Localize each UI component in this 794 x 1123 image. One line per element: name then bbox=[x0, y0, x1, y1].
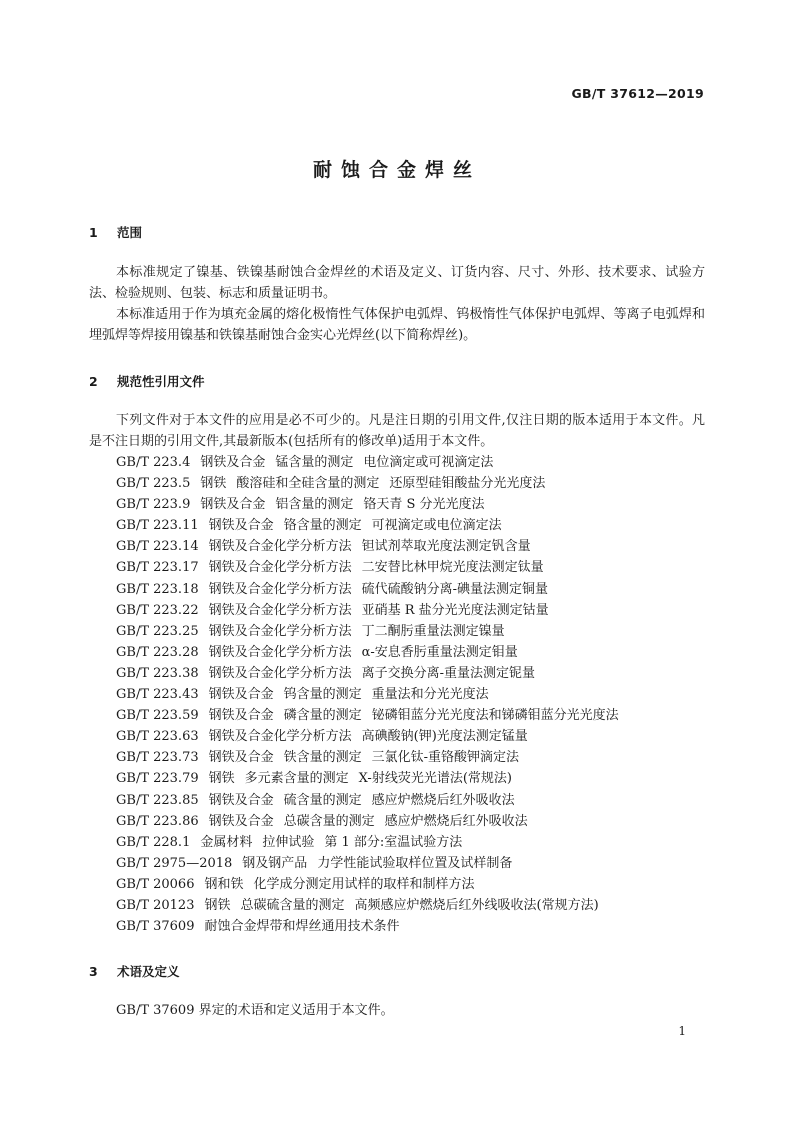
section-title: 范围 bbox=[117, 225, 143, 240]
reference-title-part: 钢铁及合金 bbox=[208, 708, 274, 724]
section-number: 3 bbox=[89, 964, 98, 979]
reference-title-part: 钢铁及合金 bbox=[200, 455, 266, 470]
reference-code: GB/T 20066 bbox=[116, 876, 195, 892]
reference-code: GB/T 223.85 bbox=[116, 792, 199, 808]
section-title: 术语及定义 bbox=[117, 964, 180, 979]
reference-item bbox=[116, 515, 619, 536]
reference-title-part: 铬含量的测定 bbox=[283, 518, 362, 534]
reference-title-part: 钢和铁 bbox=[204, 876, 244, 892]
reference-item bbox=[116, 473, 619, 494]
reference-item bbox=[116, 621, 619, 642]
reference-item bbox=[116, 494, 619, 515]
reference-code: GB/T 223.11 bbox=[116, 518, 199, 534]
reference-title-part: 高碘酸钠(钾)光度法测定锰量 bbox=[361, 729, 528, 745]
reference-code: GB/T 223.59 bbox=[116, 708, 199, 724]
reference-title-part: X-射线荧光光谱法(常规法) bbox=[358, 771, 512, 787]
reference-code: GB/T 223.73 bbox=[116, 750, 199, 766]
reference-title-part: 高频感应炉燃烧后红外线吸收法(常规方法) bbox=[354, 897, 599, 913]
reference-title-part: 钢铁及合金化学分析方法 bbox=[208, 539, 352, 555]
reference-title-part: 多元素含量的测定 bbox=[244, 771, 349, 787]
reference-item bbox=[116, 642, 619, 663]
reference-code: GB/T 223.63 bbox=[116, 729, 199, 745]
reference-title-part: 酸溶硅和全硅含量的测定 bbox=[236, 476, 380, 492]
section-heading-normative-references bbox=[89, 372, 205, 390]
reference-title-part: 硫代硫酸钠分离-碘量法测定铜量 bbox=[361, 581, 549, 597]
reference-title-part: 钢铁 bbox=[200, 476, 227, 492]
reference-item bbox=[116, 663, 619, 684]
reference-title-part: 钢铁及合金化学分析方法 bbox=[208, 602, 352, 618]
reference-title-part: 钢铁及合金 bbox=[208, 518, 274, 534]
paragraph: 本标准规定了镍基、铁镍基耐蚀合金焊丝的术语及定义、订货内容、尺寸、外形、技术要求、试验方法、检验规则、包装、标志和质量证明书。 bbox=[89, 265, 705, 301]
standard-code: GB/T 37612—2019 bbox=[571, 86, 704, 101]
reference-title-part: 硫含量的测定 bbox=[283, 792, 362, 808]
reference-code: GB/T 223.43 bbox=[116, 687, 199, 703]
reference-title-part: 钽试剂萃取光度法测定钒含量 bbox=[361, 539, 531, 555]
reference-title-part: 总碳含量的测定 bbox=[283, 813, 375, 829]
page-number: 1 bbox=[678, 1024, 686, 1038]
reference-item bbox=[116, 853, 619, 874]
paragraph: 下列文件对于本文件的应用是必不可少的。凡是注日期的引用文件,仅注日期的版本适用于本文件。凡是不注日期的引用文件,其最新版本(包括所有的修改单)适用于本文件。 bbox=[89, 413, 705, 449]
reference-item bbox=[116, 557, 619, 578]
reference-title-part: 可视滴定或电位滴定法 bbox=[371, 518, 502, 534]
reference-code: GB/T 223.5 bbox=[116, 476, 191, 492]
reference-item bbox=[116, 579, 619, 600]
reference-title-part: 感应炉燃烧后红外吸收法 bbox=[371, 792, 515, 808]
paragraph: 本标准适用于作为填充金属的熔化极惰性气体保护电弧焊、钨极惰性气体保护电弧焊、等离子电弧焊和埋弧焊等焊接用镍基和铁镍基耐蚀合金实心光焊丝(以下简称焊丝)。 bbox=[89, 307, 705, 343]
reference-title-part: 重量法和分光光度法 bbox=[371, 687, 489, 703]
reference-item bbox=[116, 705, 619, 726]
reference-item bbox=[116, 600, 619, 621]
reference-item bbox=[116, 684, 619, 705]
reference-title-part: 亚硝基 R 盐分光光度法测定钴量 bbox=[361, 602, 549, 618]
reference-item bbox=[116, 916, 619, 937]
reference-code: GB/T 223.14 bbox=[116, 539, 199, 555]
reference-code: GB/T 223.86 bbox=[116, 813, 199, 829]
reference-title-part: 金属材料 bbox=[200, 834, 253, 850]
reference-code: GB/T 223.28 bbox=[116, 644, 199, 660]
reference-code: GB/T 37609 bbox=[116, 919, 195, 935]
reference-title-part: 钢铁及合金 bbox=[200, 497, 266, 513]
reference-item bbox=[116, 832, 619, 853]
reference-item bbox=[116, 536, 619, 557]
section-heading-terms-definitions bbox=[89, 962, 180, 980]
reference-code: GB/T 223.9 bbox=[116, 497, 191, 513]
reference-title-part: 二安替比林甲烷光度法测定钛量 bbox=[361, 560, 544, 576]
reference-code: GB/T 223.17 bbox=[116, 560, 199, 576]
reference-list bbox=[116, 452, 619, 937]
reference-item bbox=[116, 790, 619, 811]
reference-title-part: 总碳硫含量的测定 bbox=[240, 897, 345, 913]
reference-title-part: 钢铁及合金 bbox=[208, 750, 274, 766]
reference-code: GB/T 223.22 bbox=[116, 602, 199, 618]
reference-title-part: 离子交换分离-重量法测定铌量 bbox=[361, 665, 536, 681]
reference-title-part: 还原型硅钼酸盐分光光度法 bbox=[389, 476, 546, 492]
reference-title-part: 三氯化钛-重铬酸钾滴定法 bbox=[371, 750, 520, 766]
reference-title-part: 铁含量的测定 bbox=[283, 750, 362, 766]
reference-item bbox=[116, 452, 619, 473]
reference-code: GB/T 223.18 bbox=[116, 581, 199, 597]
document-title: 耐蚀合金焊丝 bbox=[312, 159, 481, 181]
reference-title-part: 钨含量的测定 bbox=[283, 687, 362, 703]
reference-title-part: 第 1 部分:室温试验方法 bbox=[324, 834, 463, 850]
reference-title-part: 力学性能试验取样位置及试样制备 bbox=[317, 855, 513, 871]
reference-title-part: 电位滴定或可视滴定法 bbox=[363, 455, 494, 470]
reference-title-part: 拉伸试验 bbox=[262, 834, 315, 850]
reference-title-part: 锰含量的测定 bbox=[275, 455, 354, 470]
reference-title-part: 铬天青 S 分光光度法 bbox=[363, 497, 485, 513]
reference-title-part: 钢铁及合金 bbox=[208, 813, 274, 829]
reference-title-part: 铝含量的测定 bbox=[275, 497, 354, 513]
section-number: 2 bbox=[89, 374, 98, 389]
reference-item bbox=[116, 726, 619, 747]
reference-title-part: 化学成分测定用试样的取样和制样方法 bbox=[253, 876, 475, 892]
reference-code: GB/T 223.38 bbox=[116, 665, 199, 681]
reference-title-part: 钢铁及合金化学分析方法 bbox=[208, 560, 352, 576]
section-number: 1 bbox=[89, 225, 98, 240]
reference-title-part: 钢铁及合金化学分析方法 bbox=[208, 665, 352, 681]
section-title: 规范性引用文件 bbox=[117, 374, 205, 389]
reference-title-part: α-安息香肟重量法测定钼量 bbox=[361, 644, 518, 660]
reference-item bbox=[116, 895, 619, 916]
reference-item bbox=[116, 874, 619, 895]
reference-code: GB/T 20123 bbox=[116, 897, 195, 913]
reference-title-part: 钢铁及合金化学分析方法 bbox=[208, 581, 352, 597]
reference-title-part: 钢铁及合金 bbox=[208, 687, 274, 703]
reference-title-part: 磷含量的测定 bbox=[283, 708, 362, 724]
reference-code: GB/T 223.25 bbox=[116, 623, 199, 639]
reference-title-part: 丁二酮肟重量法测定镍量 bbox=[361, 623, 505, 639]
reference-item bbox=[116, 768, 619, 789]
reference-title-part: 钢铁及合金化学分析方法 bbox=[208, 623, 352, 639]
reference-title-part: 钢铁及合金化学分析方法 bbox=[208, 729, 352, 745]
reference-item bbox=[116, 747, 619, 768]
reference-item bbox=[116, 811, 619, 832]
section-heading-scope bbox=[89, 223, 142, 241]
reference-code: GB/T 223.4 bbox=[116, 455, 191, 470]
reference-code: GB/T 228.1 bbox=[116, 834, 191, 850]
reference-code: GB/T 223.79 bbox=[116, 771, 199, 787]
reference-title-part: 钢铁及合金化学分析方法 bbox=[208, 644, 352, 660]
reference-title-part: 钢铁及合金 bbox=[208, 792, 274, 808]
reference-title-part: 铋磷钼蓝分光光度法和锑磷钼蓝分光光度法 bbox=[371, 708, 619, 724]
paragraph: GB/T 37609 界定的术语和定义适用于本文件。 bbox=[116, 1003, 394, 1018]
reference-code: GB/T 2975—2018 bbox=[116, 855, 233, 871]
reference-title-part: 钢铁 bbox=[204, 897, 231, 913]
reference-title-part: 钢铁 bbox=[208, 771, 235, 787]
reference-title-part: 感应炉燃烧后红外吸收法 bbox=[384, 813, 528, 829]
reference-title-part: 钢及钢产品 bbox=[242, 855, 308, 871]
reference-title-part: 耐蚀合金焊带和焊丝通用技术条件 bbox=[204, 919, 400, 935]
